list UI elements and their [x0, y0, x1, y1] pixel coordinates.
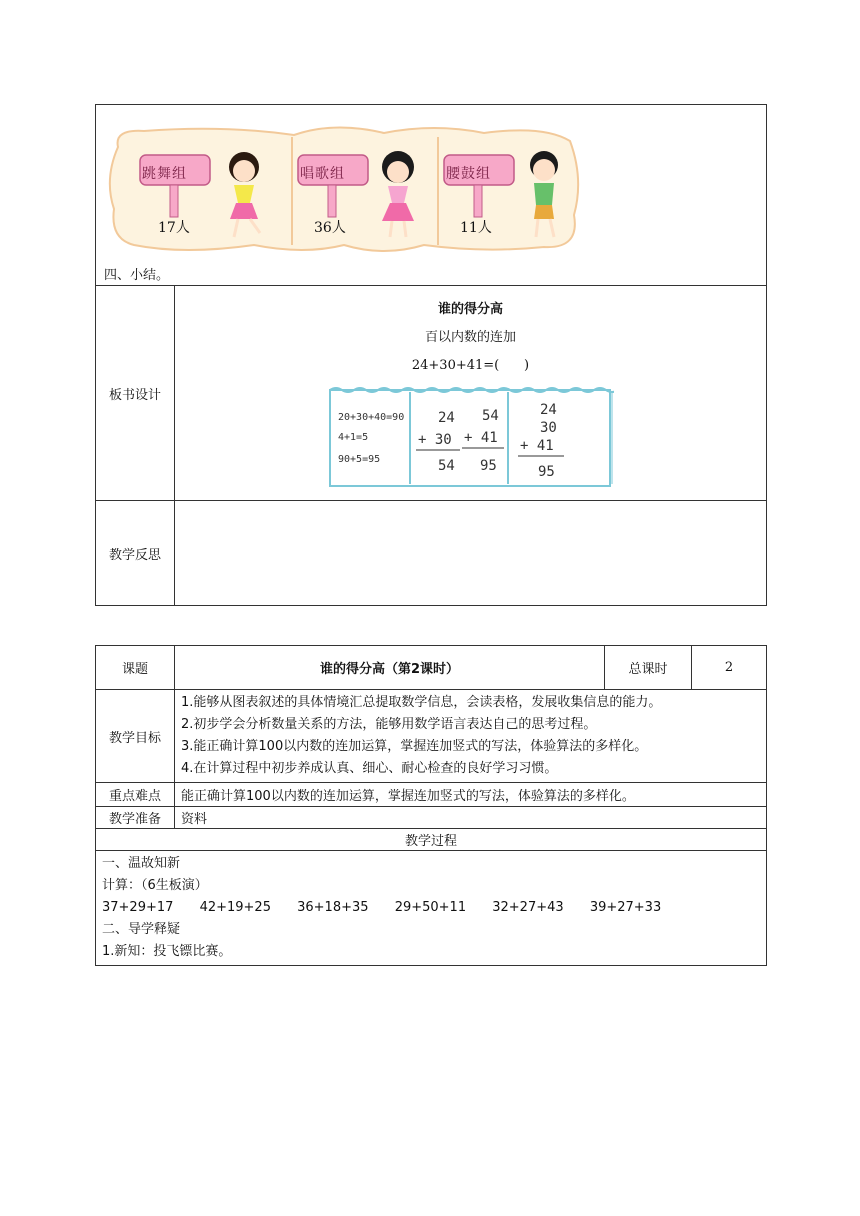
nb-left-3: 90+5=95	[337, 454, 380, 465]
exercise-6: 39+27+33	[589, 900, 662, 915]
exercise-list	[102, 897, 760, 919]
process-section-1: 一、温故知新	[102, 856, 181, 871]
nb-mid1-3: 54	[437, 458, 455, 474]
notebook-image	[328, 386, 614, 490]
goals-label: 教学目标	[96, 690, 175, 783]
topic-title: 谁的得分高（第2课时）	[175, 646, 605, 690]
illustration-cell	[96, 105, 767, 286]
nb-mid2-1: 54	[481, 408, 499, 424]
exercise-1: 37+29+17	[102, 900, 174, 915]
goal-2: 2.初步学会分析数量关系的方法，能够用数学语言表达自己的思考过程。	[181, 717, 597, 732]
preparation-value: 资料	[175, 807, 767, 829]
nb-left-1: 20+30+40=90	[337, 412, 404, 423]
count-dance: 17人	[158, 220, 190, 236]
group-illustration	[104, 119, 582, 259]
board-equation: 24+30+41=( )	[411, 358, 530, 373]
topic-label: 课题	[96, 646, 175, 690]
nb-mid2-2: + 41	[463, 430, 498, 446]
goals-cell	[175, 690, 767, 783]
count-singing: 36人	[314, 220, 346, 236]
count-drum: 11人	[460, 220, 492, 236]
key-points-label: 重点难点	[96, 783, 175, 807]
nb-mid2-3: 95	[479, 458, 497, 474]
board-subtitle: 百以内数的连加	[424, 330, 516, 345]
sign-label-dance: 跳舞组	[142, 166, 187, 182]
key-points-value: 能正确计算100以内数的连加运算，掌握连加竖式的写法，体验算法的多样化。	[175, 783, 767, 807]
reflection-cell	[175, 501, 767, 606]
board-title: 谁的得分高	[437, 302, 503, 317]
preparation-label: 教学准备	[96, 807, 175, 829]
calc-label: 计算：（6生板演）	[102, 878, 208, 893]
goal-3: 3.能正确计算100以内数的连加运算，掌握连加竖式的写法，体验算法的多样化。	[181, 739, 648, 754]
new-knowledge: 1.新知：投飞镖比赛。	[102, 944, 232, 959]
process-section-2: 二、导学释疑	[102, 922, 181, 937]
nb-left-2: 4+1=5	[337, 432, 368, 443]
total-hours-label: 总课时	[605, 646, 692, 690]
board-design-cell	[175, 286, 767, 501]
summary-heading: 四、小结。	[104, 268, 170, 283]
sign-label-singing: 唱歌组	[300, 166, 345, 182]
lesson-continuation-table	[95, 104, 767, 606]
board-design-label: 板书设计	[96, 286, 175, 501]
exercise-4: 29+50+11	[394, 900, 467, 915]
goal-1: 1.能够从图表叙述的具体情境汇总提取数学信息，会读表格，发展收集信息的能力。	[181, 695, 662, 710]
reflection-label: 教学反思	[96, 501, 175, 606]
sign-label-drum: 腰鼓组	[446, 166, 491, 182]
nb-right-3: + 41	[519, 438, 554, 454]
nb-right-1: 24	[539, 402, 557, 418]
nb-mid1-2: + 30	[417, 432, 452, 448]
nb-right-2: 30	[539, 420, 557, 436]
process-heading: 教学过程	[96, 829, 767, 851]
process-cell	[96, 851, 767, 966]
goal-4: 4.在计算过程中初步养成认真、细心、耐心检查的良好学习习惯。	[181, 761, 558, 776]
lesson-plan-table	[95, 645, 767, 966]
exercise-5: 32+27+43	[492, 900, 564, 915]
exercise-2: 42+19+25	[199, 900, 271, 915]
total-hours-value: 2	[692, 646, 767, 690]
nb-right-4: 95	[537, 464, 555, 480]
nb-mid1-1: 24	[437, 410, 455, 426]
exercise-3: 36+18+35	[297, 900, 369, 915]
